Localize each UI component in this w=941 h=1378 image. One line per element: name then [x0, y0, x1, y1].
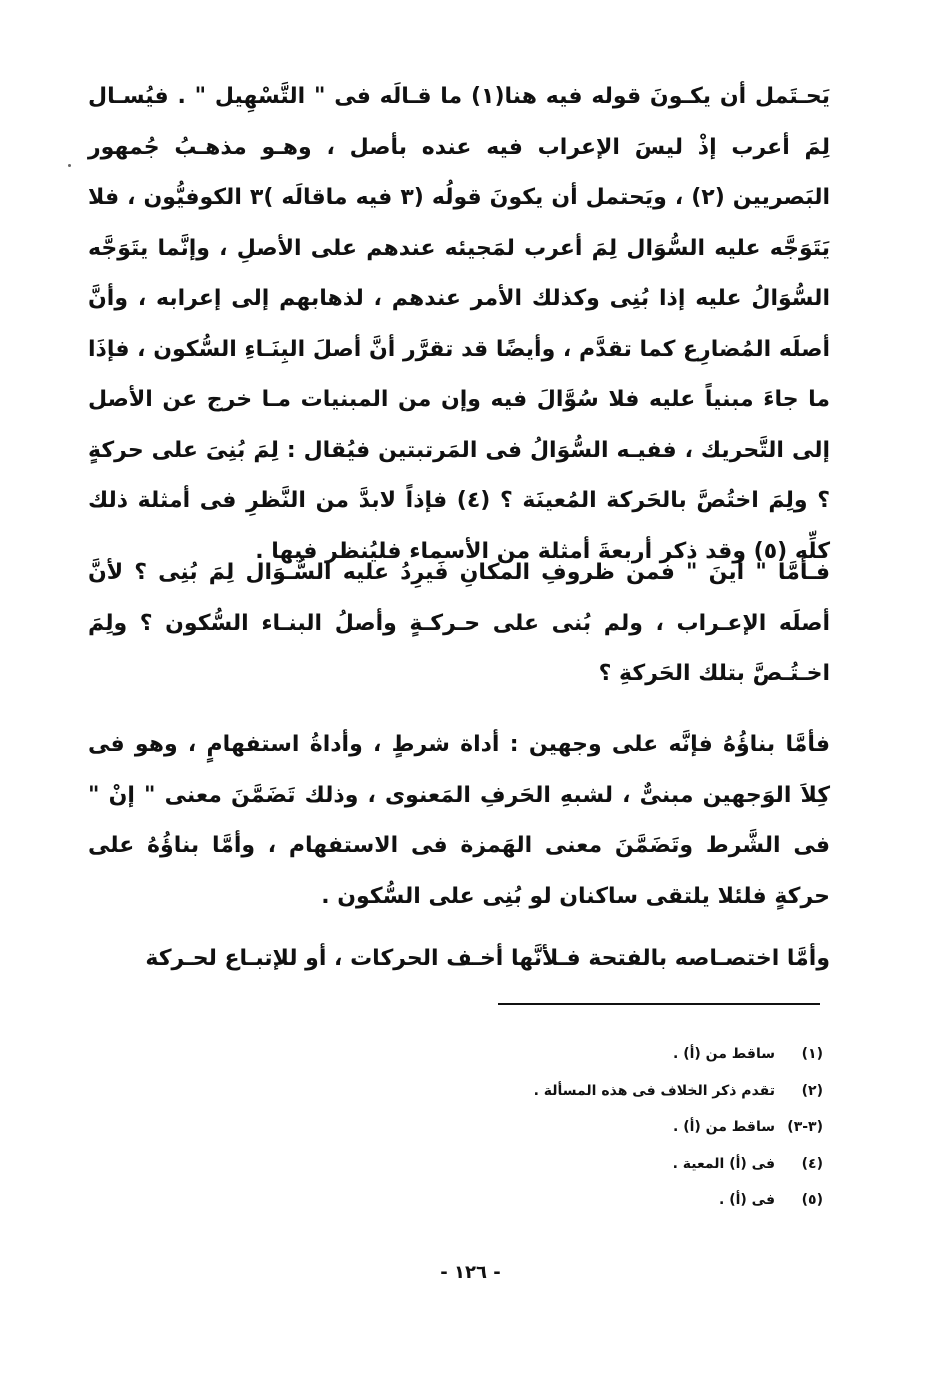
paragraph-3: فأمَّا بناؤُهُ فإنَّه على وجهين : أداة شرطٍ ، وأداةُ استفهامٍ ، وهو فى كِلاَ الوَجهين مبنىٌّ ، لشبهِ الحَرفِ المَعنوى ، وذلك تَضَمَّنَ معنى " إنْ " فى الشَّرط وتَضَمَّنَ معنى الهَمزة فى الاستفهام ، وأمَّا بناؤُهُ على حركةٍ فلئلا يلتقى ساكنان لو بُنِى على السُّكون . — [88, 732, 830, 909]
footnote-3 — [303, 1109, 823, 1146]
footnote-separator — [498, 1003, 820, 1005]
footnote-text: ساقط من (أ) . — [673, 1119, 775, 1135]
footnote-1 — [303, 1036, 823, 1073]
paragraph-4: وأمَّا اختصـاصه بالفتحة فـلأنَّها أخـف الحركات ، أو للإتبـاع لحـركة — [145, 946, 830, 971]
footnote-2 — [303, 1073, 823, 1110]
page-number: - ١٢٦ - — [440, 1262, 501, 1283]
footnote-text: تقدم ذكر الخلاف فى هذه المسألة . — [533, 1082, 775, 1099]
footnote-number: (٥) — [801, 1192, 823, 1208]
footnote-number: (٢) — [801, 1082, 823, 1099]
footnote-text: ساقط من (أ) . — [673, 1046, 775, 1062]
scan-speck — [68, 164, 71, 167]
footnote-text: فى (أ) . — [719, 1192, 775, 1208]
footnote-number: (١) — [801, 1046, 823, 1062]
footnote-number: (٣-٣) — [787, 1119, 823, 1135]
footnote-4 — [303, 1146, 823, 1183]
paragraph-1: يَحـتَمل أن يكـونَ قوله فيه هنا(١) ما قـالَه فى " التَّسْهِيل " . فيُسـال لِمَ أعرب إذْ ليسَ الإعراب فيه عنده بأصل ، وهـو مذهـبُ جُمهور البَصريين (٢) ، ويَحتمل أن يكونَ قولُه (٣ فيه ماقالَه )٣ الكوفيُّون ، فلا يَتَوَجَّه عليه السُّوَال لِمَ أعرب لمَجيئه عندهم على الأصلِ ، وإنَّما يتَوَجَّه السُّوَالُ عليه إذا بُنِى وكذلك الأمر عندهم ، لذهابهم إلى إعرابه ، وأنَّ أصلَه المُضارِع كما تقدَّم ، وأيضًا قد تقرَّر أنَّ أصلَ البِنَـاءِ السُّكون ، فإذَا ما جاءَ مبنياً عليه فلا سُوَّالَ فيه وإن من المبنيات مـا خرج عن الأصل إلى التَّحريك ، ففيـه السُّوَالُ فى المَرتبتين فيُقال : لِمَ بُنِىَ على حركةٍ ؟ ولِمَ اختُصَّ بالحَركة المُعينَة ؟ (٤) فإذاً لابدَّ من النَّظرِ فى أمثلة ذلك كلِّه (٥) وقد ذكر أربعةَ أمثلة من الأسماء فليُنظر فيها . — [88, 84, 831, 564]
paragraph-2: فـأمَّا " أينَ " فمن ظروفِ المكانِ فَيرِدُ عليه السُّـوَال لِمَ بُنِى ؟ لأنَّ أصلَه الإعـراب ، ولم بُنى على حـركـةٍ وأصلُ البنـاء السُّكون ؟ ولِمَ اخـتُـصَّ بتلك الحَركةِ ؟ — [88, 560, 830, 686]
footnote-5 — [303, 1182, 823, 1219]
footnote-text: فى (أ) المعية . — [672, 1155, 775, 1172]
footnote-number: (٤) — [801, 1155, 823, 1172]
footnotes — [303, 1036, 823, 1219]
